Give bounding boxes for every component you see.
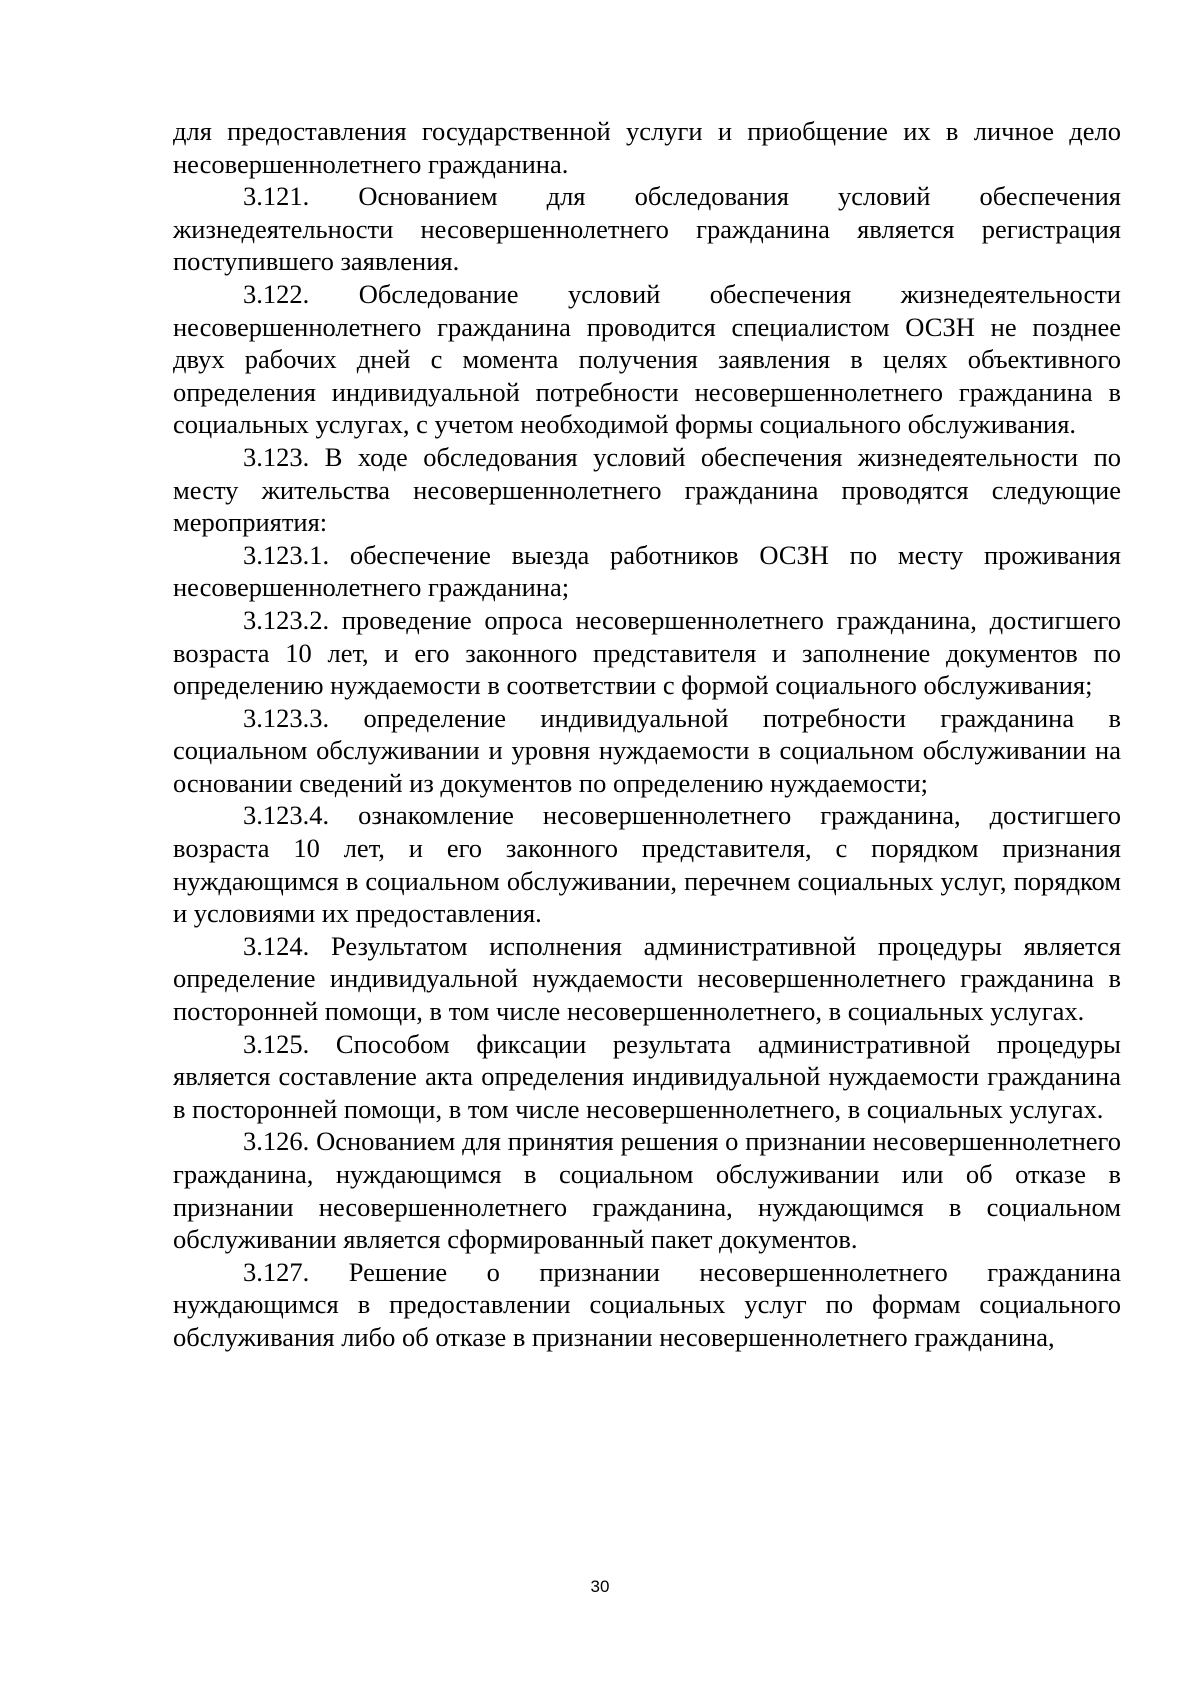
paragraph-3-124: 3.124. Результатом исполнения административной процедуры является определение индивидуальной нуждаемости несовершеннолетнего гражданина в посторонней помощи, в том числе несовершеннолетнего, в социальных услугах.: [173, 930, 1121, 1027]
paragraph-3-126: 3.126. Основанием для принятия решения о признании несовершеннолетнего гражданина, нуждающимся в социальном обслуживании или об отказе в признании несовершеннолетнего гражданина, нуждающимся в социальном обслуживании является сформированный пакет документов.: [173, 1126, 1121, 1255]
paragraph-3-123-2: 3.123.2. проведение опроса несовершеннолетнего гражданина, достигшего возраста 10 лет, и его законного представителя и заполнение документов по определению нуждаемости в соответствии с формой социального обслуживания;: [173, 604, 1121, 701]
paragraph-3-127: 3.127. Решение о признании несовершеннолетнего гражданина нуждающимся в предоставлении социальных услуг по формам социального обслуживания либо об отказе в признании несовершеннолетнего гражданина,: [173, 1256, 1121, 1352]
paragraph-3-123: 3.123. В ходе обследования условий обеспечения жизнедеятельности по месту жительства несовершеннолетнего гражданина проводятся следующие мероприятия:: [173, 441, 1121, 538]
paragraph-3-121: 3.121. Основанием для обследования условий обеспечения жизнедеятельности несовершеннолетнего гражданина является регистрация поступившего заявления.: [173, 181, 1121, 277]
document-body: [173, 115, 1121, 1354]
paragraph-3-123-4: 3.123.4. ознакомление несовершеннолетнего гражданина, достигшего возраста 10 лет, и его законного представителя, с порядком признания нуждающимся в социальном обслуживании, перечнем социальных услуг, порядком и условиями их предоставления.: [173, 800, 1121, 929]
page-number: 30: [590, 1577, 610, 1596]
paragraph-3-122: 3.122. Обследование условий обеспечения жизнедеятельности несовершеннолетнего гражданина проводится специалистом ОСЗН не позднее двух рабочих дней с момента получения заявления в целях объективного определения индивидуальной потребности несовершеннолетнего гражданина в социальных услугах, с учетом необходимой формы социального обслуживания.: [173, 278, 1121, 440]
paragraph-3-123-1: 3.123.1. обеспечение выезда работников ОСЗН по месту проживания несовершеннолетнего гражданина;: [173, 539, 1121, 603]
paragraph-3-123-3: 3.123.3. определение индивидуальной потребности гражданина в социальном обслуживании и уровня нуждаемости в социальном обслуживании на основании сведений из документов по определению нуждаемости;: [173, 702, 1121, 798]
paragraph-continuation: для предоставления государственной услуги и приобщение их в личное дело несовершеннолетнего гражданина.: [173, 116, 1121, 179]
paragraph-3-125: 3.125. Способом фиксации результата административной процедуры является составление акта определения индивидуальной нуждаемости гражданина в посторонней помощи, в том числе несовершеннолетнего, в социальных услугах.: [173, 1028, 1121, 1124]
